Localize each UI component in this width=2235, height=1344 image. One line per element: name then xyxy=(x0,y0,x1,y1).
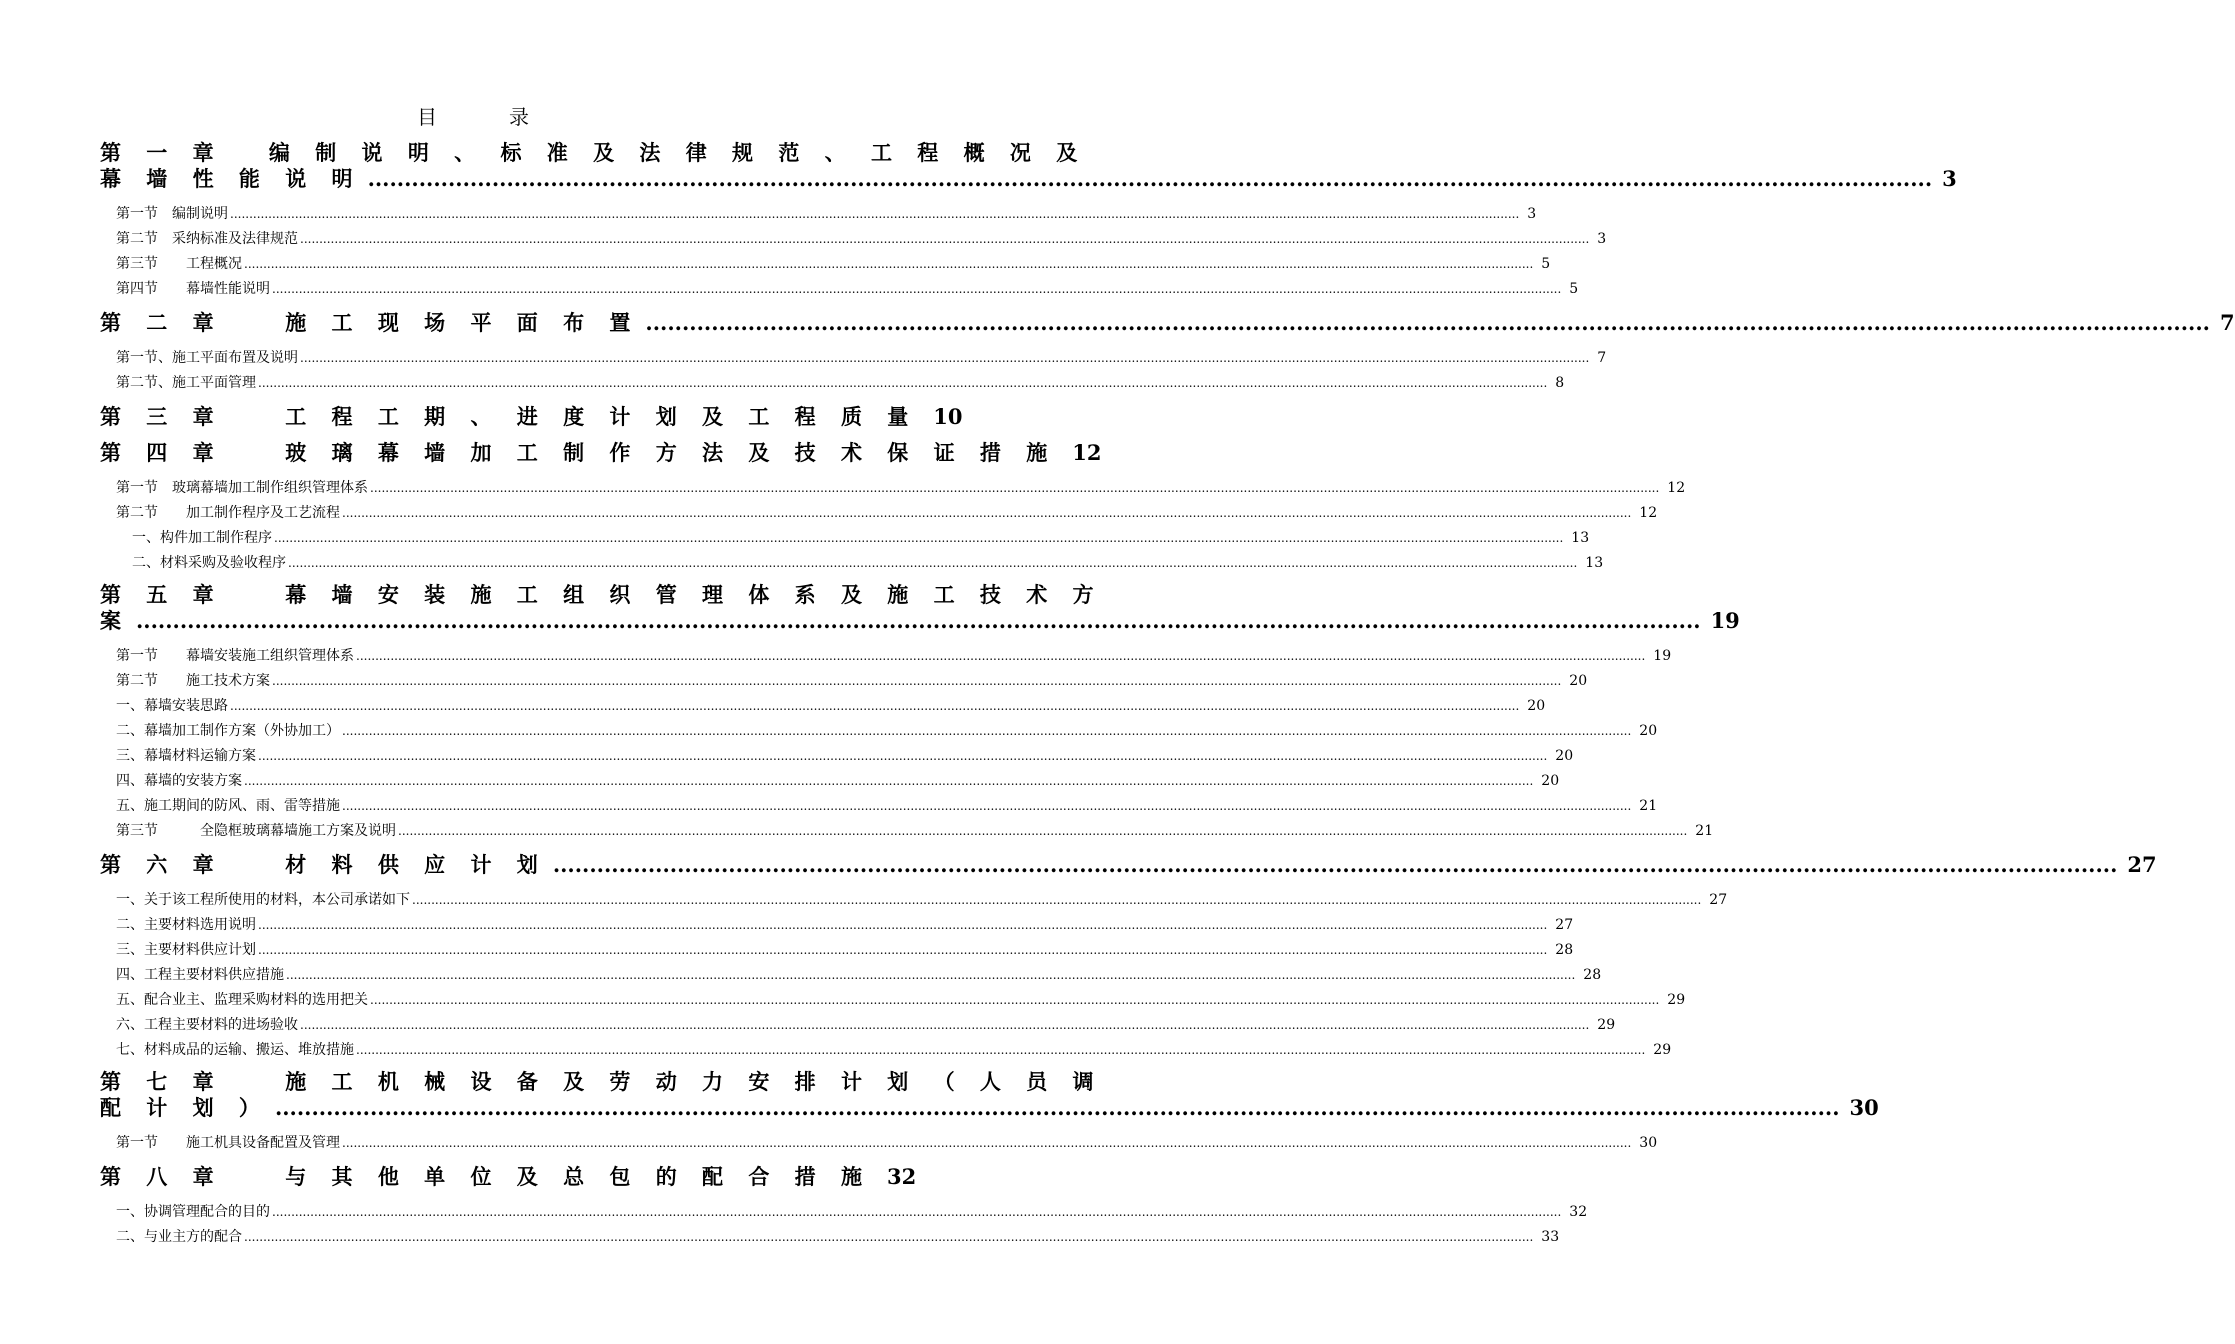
entry-title: 第二节 加工制作程序及工艺流程 xyxy=(116,505,340,521)
page-number: 12 xyxy=(1667,480,1686,496)
leader-dots xyxy=(275,1095,1840,1121)
toc-entry xyxy=(100,913,1574,938)
leader-dots xyxy=(356,644,1645,669)
leader-dots xyxy=(288,551,1577,576)
page-number: 32 xyxy=(1569,1204,1588,1220)
toc-entry xyxy=(100,644,1672,669)
page-number: 21 xyxy=(1695,823,1714,839)
entry-title: 第三节 工程概况 xyxy=(116,256,242,272)
chapter-title: 第 七 章 施 工 机 械 设 备 及 劳 动 力 安 排 计 划 （ 人 员 调 xyxy=(100,1069,1103,1094)
toc-entry xyxy=(100,551,1604,576)
leader-dots xyxy=(258,744,1547,769)
entry-title: 六、工程主要材料的进场验收 xyxy=(116,1017,298,1033)
entry-title: 三、幕墙材料运输方案 xyxy=(116,748,256,764)
toc-entry xyxy=(100,202,1537,227)
document-page xyxy=(100,100,2235,1250)
leader-dots xyxy=(342,794,1631,819)
entry-title: 一、幕墙安装思路 xyxy=(116,698,228,714)
page-number: 21 xyxy=(1639,798,1658,814)
leader-dots xyxy=(244,252,1533,277)
leader-dots xyxy=(342,719,1631,744)
toc-entry xyxy=(100,794,1658,819)
page-number: 19 xyxy=(1653,648,1672,664)
toc-entry xyxy=(100,938,1574,963)
page-number: 3 xyxy=(1942,166,1957,191)
page-number: 28 xyxy=(1555,942,1574,958)
page-number: 3 xyxy=(1597,231,1607,247)
leader-dots xyxy=(356,1038,1645,1063)
chapter-title-tail: 配 计 划 ） xyxy=(100,1095,269,1120)
toc-entry xyxy=(100,476,1686,501)
entry-title: 五、配合业主、监理采购材料的选用把关 xyxy=(116,992,368,1008)
chapter-title-continued xyxy=(100,1095,1879,1121)
page-number: 20 xyxy=(1527,698,1546,714)
page-number: 29 xyxy=(1653,1042,1672,1058)
toc-entry xyxy=(100,501,1658,526)
chapter-title-continued xyxy=(100,166,1957,192)
page-number: 5 xyxy=(1541,256,1551,272)
entry-title: 第一节、施工平面布置及说明 xyxy=(116,350,298,366)
toc-entry xyxy=(100,694,1546,719)
page-number: 10 xyxy=(933,404,963,429)
toc-entry xyxy=(100,988,1686,1013)
leader-dots xyxy=(398,819,1687,844)
title-part-1: 目 xyxy=(417,105,439,129)
toc-entry xyxy=(100,277,1579,302)
page-number: 13 xyxy=(1585,555,1604,571)
page-number: 20 xyxy=(1541,773,1560,789)
page-number: 30 xyxy=(1849,1095,1879,1120)
toc-entry xyxy=(100,1200,1588,1225)
page-number: 27 xyxy=(1709,892,1728,908)
leader-dots xyxy=(370,476,1659,501)
entry-title: 二、与业主方的配合 xyxy=(116,1229,242,1245)
entry-title: 七、材料成品的运输、搬运、堆放措施 xyxy=(116,1042,354,1058)
leader-dots xyxy=(300,1013,1589,1038)
toc-chapter xyxy=(100,1069,1879,1121)
toc-entry xyxy=(100,346,1607,371)
chapter-title-tail: 案 xyxy=(100,608,130,633)
leader-dots xyxy=(553,852,2118,878)
entry-title: 第一节 施工机具设备配置及管理 xyxy=(116,1135,340,1151)
page-number: 8 xyxy=(1555,375,1565,391)
leader-dots xyxy=(286,963,1575,988)
entry-title: 四、幕墙的安装方案 xyxy=(116,773,242,789)
chapter-title: 第 二 章 施 工 现 场 平 面 布 置 xyxy=(100,310,640,335)
page-number: 32 xyxy=(886,1164,917,1189)
toc-entry xyxy=(100,227,1607,252)
leader-dots xyxy=(244,769,1533,794)
entry-title: 第一节 幕墙安装施工组织管理体系 xyxy=(116,648,354,664)
page-number: 19 xyxy=(1710,608,1740,633)
entry-title: 第三节 全隐框玻璃幕墙施工方案及说明 xyxy=(116,823,396,839)
toc-chapter xyxy=(100,404,963,430)
leader-dots xyxy=(230,202,1519,227)
toc-entry xyxy=(100,669,1588,694)
toc-entry xyxy=(100,963,1602,988)
toc-entry xyxy=(100,1131,1658,1156)
leader-dots xyxy=(412,888,1701,913)
toc-chapter xyxy=(100,582,1740,634)
entry-title: 一、协调管理配合的目的 xyxy=(116,1204,270,1220)
toc-chapter xyxy=(100,1164,917,1190)
toc-chapter xyxy=(100,310,2235,336)
page-number: 7 xyxy=(1597,350,1607,366)
entry-title: 第一节 玻璃幕墙加工制作组织管理体系 xyxy=(116,480,368,496)
leader-dots xyxy=(258,371,1547,396)
entry-title: 第一节 编制说明 xyxy=(116,206,228,222)
entry-title: 二、幕墙加工制作方案（外协加工） xyxy=(116,723,340,739)
page-number: 20 xyxy=(1569,673,1588,689)
leader-dots xyxy=(370,988,1659,1013)
leader-dots xyxy=(244,1225,1533,1250)
page-number: 12 xyxy=(1639,505,1658,521)
leader-dots xyxy=(272,669,1561,694)
page-title xyxy=(100,100,848,134)
page-number: 27 xyxy=(1555,917,1574,933)
toc-entry xyxy=(100,371,1565,396)
page-number: 29 xyxy=(1597,1017,1616,1033)
leader-dots xyxy=(645,310,2210,336)
leader-dots xyxy=(136,608,1701,634)
leader-dots xyxy=(258,913,1547,938)
entry-title: 二、材料采购及验收程序 xyxy=(132,555,286,571)
leader-dots xyxy=(272,277,1561,302)
chapter-title: 第 四 章 玻 璃 幕 墙 加 工 制 作 方 法 及 技 术 保 证 措 施 xyxy=(100,440,1057,465)
toc-entry xyxy=(100,819,1714,844)
toc-entry xyxy=(100,252,1551,277)
leader-dots xyxy=(368,166,1933,192)
toc-entry xyxy=(100,1225,1560,1250)
page-number: 30 xyxy=(1639,1135,1658,1151)
page-number: 28 xyxy=(1583,967,1602,983)
entry-title: 一、构件加工制作程序 xyxy=(132,530,272,546)
entry-title: 二、主要材料选用说明 xyxy=(116,917,256,933)
entry-title: 三、主要材料供应计划 xyxy=(116,942,256,958)
page-number: 20 xyxy=(1555,748,1574,764)
chapter-title: 第 八 章 与 其 他 单 位 及 总 包 的 配 合 措 施 xyxy=(100,1164,871,1189)
leader-dots xyxy=(272,1200,1561,1225)
page-number: 3 xyxy=(1527,206,1537,222)
entry-title: 第二节、施工平面管理 xyxy=(116,375,256,391)
leader-dots xyxy=(258,938,1547,963)
toc-entry xyxy=(100,1038,1672,1063)
leader-dots xyxy=(342,501,1631,526)
entry-title: 四、工程主要材料供应措施 xyxy=(116,967,284,983)
toc-entry xyxy=(100,769,1560,794)
toc-entry xyxy=(100,744,1574,769)
page-number: 5 xyxy=(1569,281,1579,297)
leader-dots xyxy=(274,526,1563,551)
toc-chapter xyxy=(100,440,1102,466)
entry-title: 第四节 幕墙性能说明 xyxy=(116,281,270,297)
page-number: 27 xyxy=(2127,852,2157,877)
page-number: 33 xyxy=(1541,1229,1560,1245)
leader-dots xyxy=(230,694,1519,719)
toc-entry xyxy=(100,526,1590,551)
table-of-contents xyxy=(100,140,2235,1250)
chapter-title: 第 五 章 幕 墙 安 装 施 工 组 织 管 理 体 系 及 施 工 技 术 方 xyxy=(100,582,1103,607)
toc-entry xyxy=(100,1013,1616,1038)
leader-dots xyxy=(300,346,1589,371)
page-number: 13 xyxy=(1571,530,1590,546)
toc-entry xyxy=(100,888,1728,913)
leader-dots xyxy=(300,227,1589,252)
page-number: 12 xyxy=(1072,440,1102,465)
toc-entry xyxy=(100,719,1658,744)
chapter-title: 第 一 章 编 制 说 明 、 标 准 及 法 律 规 范 、 工 程 概 况 及 xyxy=(100,140,1087,165)
chapter-title-tail: 幕 墙 性 能 说 明 xyxy=(100,166,362,191)
toc-chapter xyxy=(100,140,1957,192)
chapter-title: 第 三 章 工 程 工 期 、 进 度 计 划 及 工 程 质 量 xyxy=(100,404,918,429)
chapter-title-continued xyxy=(100,608,1740,634)
chapter-title: 第 六 章 材 料 供 应 计 划 xyxy=(100,852,547,877)
entry-title: 第二节 施工技术方案 xyxy=(116,673,270,689)
leader-dots xyxy=(342,1131,1631,1156)
page-number: 7 xyxy=(2219,310,2235,335)
page-number: 20 xyxy=(1639,723,1658,739)
page-number: 29 xyxy=(1667,992,1686,1008)
entry-title: 五、施工期间的防风、雨、雷等措施 xyxy=(116,798,340,814)
toc-chapter xyxy=(100,852,2157,878)
entry-title: 一、关于该工程所使用的材料，本公司承诺如下 xyxy=(116,892,410,908)
entry-title: 第二节 采纳标准及法律规范 xyxy=(116,231,298,247)
title-part-2: 录 xyxy=(509,105,531,129)
